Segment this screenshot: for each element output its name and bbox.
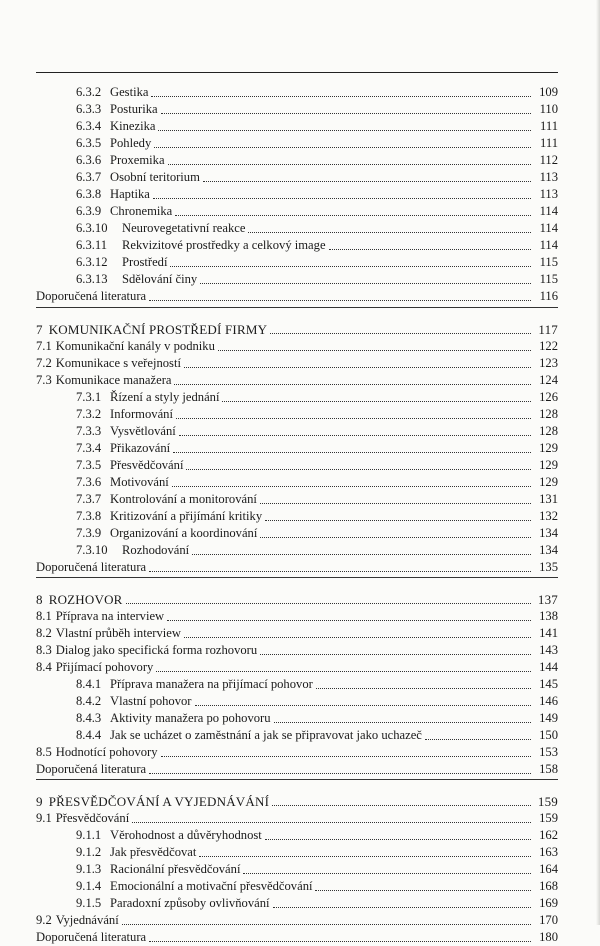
toc-entry-title: Příprava manažera na přijímací pohovor: [110, 677, 313, 691]
leader-dots: [200, 283, 531, 284]
toc-entry-title: Doporučená literatura: [36, 762, 147, 776]
toc-entry[interactable]: [36, 288, 558, 305]
toc-entry-title: Haptika: [110, 187, 150, 201]
toc-entry-number: 7: [36, 322, 43, 337]
toc-entry-title: Rekvizitové prostředky a celkový image: [122, 238, 326, 252]
toc-entry[interactable]: [36, 508, 558, 525]
toc-entry[interactable]: [36, 101, 558, 118]
toc-entry-number: 6.3.6: [76, 153, 102, 167]
toc-entry-number: 6.3.7: [76, 170, 102, 184]
leader-dots: [151, 96, 531, 97]
toc-entry-title: Vyjednávání: [55, 913, 119, 927]
toc-entry-page-number: 128: [539, 407, 558, 421]
section-divider: [36, 577, 558, 578]
toc-entry[interactable]: [36, 355, 558, 372]
toc-entry[interactable]: [36, 744, 558, 761]
toc-entry[interactable]: [36, 457, 558, 474]
toc-entry-title: Přesvědčování: [110, 458, 184, 472]
toc-entry-page-number: 180: [539, 930, 558, 944]
toc-entry-page-number: 114: [539, 221, 558, 235]
leader-dots: [243, 873, 531, 874]
toc-entry-page-number: 134: [539, 526, 558, 540]
toc-entry-number: 9.1.2: [76, 845, 102, 859]
toc-entry[interactable]: [36, 474, 558, 491]
toc-entry[interactable]: [36, 727, 558, 744]
leader-dots: [192, 554, 531, 555]
toc-entry[interactable]: [36, 693, 558, 710]
leader-dots: [273, 907, 531, 908]
toc-entry-title: Rozhodování: [122, 543, 190, 557]
toc-entry[interactable]: [36, 542, 558, 559]
toc-entry-number: 7.3.9: [76, 526, 102, 540]
toc-entry-number: 7.3.1: [76, 390, 102, 404]
toc-entry-number: 8.4: [36, 660, 52, 674]
toc-entry[interactable]: [36, 135, 558, 152]
toc-entry-number: 8.2: [36, 626, 52, 640]
toc-entry-title: Řízení a styly jednání: [110, 390, 220, 404]
toc-entry-number: 6.3.12: [76, 255, 108, 269]
toc-entry-page-number: 169: [539, 896, 558, 910]
toc-entry[interactable]: [36, 525, 558, 542]
leader-dots: [167, 620, 531, 621]
leader-dots: [174, 384, 531, 385]
toc-entry-title: Přikazování: [110, 441, 171, 455]
toc-entry-page-number: 146: [539, 694, 558, 708]
toc-entry-title: Gestika: [110, 85, 149, 99]
toc-entry[interactable]: [36, 220, 558, 237]
leader-dots: [153, 198, 531, 199]
toc-entry-page-number: 113: [539, 187, 558, 201]
toc-entry-title: Komunikace s veřejností: [55, 356, 181, 370]
toc-entry-number: 7.3.8: [76, 509, 102, 523]
toc-entry[interactable]: [36, 203, 558, 220]
toc-entry-page-number: 135: [539, 560, 558, 574]
leader-dots: [184, 367, 531, 368]
toc-entry-page-number: 158: [539, 762, 558, 776]
toc-entry-page-number: 126: [539, 390, 558, 404]
toc-entry[interactable]: [36, 186, 558, 203]
leader-dots: [161, 113, 531, 114]
toc-entry-number: 7.3.10: [76, 543, 108, 557]
leader-dots: [265, 839, 531, 840]
toc-entry-page-number: 129: [539, 458, 558, 472]
toc-entry-number: 8.1: [36, 609, 52, 623]
toc-entry-number: 6.3.5: [76, 136, 102, 150]
toc-entry-title: Emocionální a motivační přesvědčování: [110, 879, 313, 893]
leader-dots: [184, 637, 531, 638]
toc-entry-number: 6.3.2: [76, 85, 102, 99]
toc-entry-title: Vysvětlování: [110, 424, 176, 438]
toc-entry[interactable]: [36, 878, 558, 895]
toc-entry-title: Racionální přesvědčování: [110, 862, 241, 876]
toc-entry-number: 9.1.3: [76, 862, 102, 876]
toc-entry[interactable]: [36, 827, 558, 844]
toc-entry[interactable]: [36, 929, 558, 946]
toc-entry-title: ROZHOVOR: [48, 592, 123, 607]
toc-entry-number: 7.3: [36, 373, 52, 387]
toc-entry[interactable]: [36, 642, 558, 659]
toc-entry-title: Vlastní pohovor: [110, 694, 192, 708]
toc-entry-number: 6.3.8: [76, 187, 102, 201]
toc-entry-page-number: 141: [539, 626, 558, 640]
toc-entry-page-number: 149: [539, 711, 558, 725]
toc-entry-number: 9.1.4: [76, 879, 102, 893]
leader-dots: [270, 333, 531, 334]
leader-dots: [315, 890, 531, 891]
toc-entry-page-number: 123: [539, 356, 558, 370]
leader-dots: [154, 147, 531, 148]
toc-entry-title: Posturika: [110, 102, 158, 116]
page-edge: [596, 0, 600, 925]
section-divider: [36, 779, 558, 780]
leader-dots: [132, 822, 531, 823]
toc-entry-number: 6.3.4: [76, 119, 102, 133]
toc-entry-number: 9.2: [36, 913, 52, 927]
leader-dots: [179, 435, 531, 436]
toc-entry[interactable]: [36, 625, 558, 642]
leader-dots: [265, 520, 531, 521]
leader-dots: [222, 401, 531, 402]
toc-entry-title: PŘESVĚDČOVÁNÍ A VYJEDNÁVÁNÍ: [48, 794, 270, 809]
toc-entry-page-number: 115: [539, 272, 558, 286]
toc-entry-number: 6.3.3: [76, 102, 102, 116]
toc-entry-title: Jak přesvědčovat: [110, 845, 197, 859]
toc-entry-title: Kritizování a přijímání kritiky: [110, 509, 263, 523]
toc-entry-number: 6.3.10: [76, 221, 108, 235]
toc-entry-number: 9: [36, 794, 43, 809]
toc-entry-page-number: 109: [539, 85, 558, 99]
toc-entry-page-number: 113: [539, 170, 558, 184]
toc-entry-title: Příprava na interview: [55, 609, 165, 623]
toc-entry[interactable]: [36, 237, 558, 254]
leader-dots: [218, 350, 531, 351]
toc-entry[interactable]: [36, 389, 558, 406]
leader-dots: [425, 739, 531, 740]
toc-entry-number: 8: [36, 592, 43, 607]
toc-entry-page-number: 159: [539, 811, 558, 825]
toc-entry-title: Doporučená literatura: [36, 289, 147, 303]
toc-entry[interactable]: [36, 338, 558, 355]
toc-entry-number: 8.3: [36, 643, 52, 657]
toc-entry-title: Jak se ucházet o zaměstnání a jak se připravovat jako uchazeč: [110, 728, 422, 742]
toc-entry-title: Kinezika: [110, 119, 156, 133]
toc-entry-title: Hodnotící pohovory: [55, 745, 158, 759]
toc-entry[interactable]: [36, 491, 558, 508]
toc-entry-page-number: 162: [539, 828, 558, 842]
toc-entry-page-number: 159: [537, 794, 558, 809]
toc-entry-page-number: 143: [539, 643, 558, 657]
toc-entry-title: Motivování: [110, 475, 169, 489]
toc-entry-page-number: 124: [539, 373, 558, 387]
toc-entry[interactable]: [36, 810, 558, 827]
toc-entry[interactable]: [36, 169, 558, 186]
toc-entry[interactable]: [36, 321, 558, 338]
leader-dots: [248, 232, 531, 233]
toc-entry-number: 8.4.1: [76, 677, 102, 691]
toc-entry-title: Proxemika: [110, 153, 165, 167]
leader-dots: [195, 705, 531, 706]
toc-entry-title: Věrohodnost a důvěryhodnost: [110, 828, 262, 842]
toc-entry[interactable]: [36, 423, 558, 440]
leader-dots: [149, 571, 531, 572]
toc-entry-page-number: 153: [539, 745, 558, 759]
toc-entry[interactable]: [36, 912, 558, 929]
toc-entry-number: 7.2: [36, 356, 52, 370]
leader-dots: [175, 215, 531, 216]
toc-entry-number: 8.4.4: [76, 728, 102, 742]
toc-entry-page-number: 164: [539, 862, 558, 876]
toc-entry-title: Informování: [110, 407, 173, 421]
toc-entry-number: 6.3.9: [76, 204, 102, 218]
toc-entry-title: KOMUNIKAČNÍ PROSTŘEDÍ FIRMY: [48, 322, 268, 337]
toc-entry-title: Komunikační kanály v podniku: [55, 339, 215, 353]
toc-entry-page-number: 131: [539, 492, 558, 506]
toc-entry[interactable]: [36, 608, 558, 625]
toc-entry-number: 9.1.1: [76, 828, 102, 842]
leader-dots: [316, 688, 531, 689]
toc-entry-number: 7.3.6: [76, 475, 102, 489]
leader-dots: [186, 469, 531, 470]
toc-entry-page-number: 112: [539, 153, 558, 167]
toc-entry[interactable]: [36, 406, 558, 423]
toc-entry-number: 7.3.7: [76, 492, 102, 506]
leader-dots: [199, 856, 531, 857]
leader-dots: [149, 941, 531, 942]
toc-entry[interactable]: [36, 591, 558, 608]
toc-entry[interactable]: [36, 844, 558, 861]
leader-dots: [149, 300, 531, 301]
leader-dots: [170, 266, 531, 267]
toc-entry-page-number: 145: [539, 677, 558, 691]
leader-dots: [203, 181, 531, 182]
toc-entry-title: Prostředí: [122, 255, 168, 269]
toc-entry-title: Vlastní průběh interview: [55, 626, 181, 640]
toc-entry-number: 8.4.2: [76, 694, 102, 708]
toc-entry-number: 9.1: [36, 811, 52, 825]
toc-entry-page-number: 111: [540, 136, 558, 150]
toc-entry[interactable]: [36, 559, 558, 576]
leader-dots: [329, 249, 531, 250]
toc-entry-title: Pohledy: [110, 136, 152, 150]
leader-dots: [173, 452, 531, 453]
leader-dots: [168, 164, 531, 165]
leader-dots: [172, 486, 531, 487]
toc-entry-page-number: 137: [537, 592, 558, 607]
toc-entry-title: Kontrolování a monitorování: [110, 492, 257, 506]
toc-entry-title: Chronemika: [110, 204, 173, 218]
leader-dots: [272, 805, 531, 806]
leader-dots: [126, 603, 531, 604]
toc-entry-page-number: 163: [539, 845, 558, 859]
leader-dots: [161, 756, 531, 757]
toc-entry[interactable]: [36, 895, 558, 912]
leader-dots: [274, 722, 531, 723]
toc-entry-page-number: 170: [539, 913, 558, 927]
toc-entry-title: Osobní teritorium: [110, 170, 200, 184]
toc-entry-title: Organizování a koordinování: [110, 526, 258, 540]
toc-entry-title: Neurovegetativní reakce: [122, 221, 246, 235]
toc-entry-page-number: 114: [539, 204, 558, 218]
toc-entry-page-number: 134: [539, 543, 558, 557]
toc-entry[interactable]: [36, 372, 558, 389]
toc-entry-page-number: 150: [539, 728, 558, 742]
toc-entry[interactable]: [36, 710, 558, 727]
toc-entry-number: 8.4.3: [76, 711, 102, 725]
toc-entry-page-number: 115: [539, 255, 558, 269]
toc-entry[interactable]: [36, 761, 558, 778]
leader-dots: [158, 130, 531, 131]
toc-entry[interactable]: [36, 440, 558, 457]
section-divider: [36, 307, 558, 308]
toc-entry-page-number: 117: [538, 322, 558, 337]
toc-entry-title: Sdělování činy: [122, 272, 198, 286]
toc-entry-number: 7.3.4: [76, 441, 102, 455]
leader-dots: [149, 773, 531, 774]
toc-entry-page-number: 129: [539, 475, 558, 489]
toc-entry-page-number: 168: [539, 879, 558, 893]
leader-dots: [260, 654, 531, 655]
toc-entry-number: 9.1.5: [76, 896, 102, 910]
toc-entry-title: Dialog jako specifická forma rozhovoru: [55, 643, 258, 657]
toc-entry-number: 7.3.2: [76, 407, 102, 421]
toc-entry-page-number: 122: [539, 339, 558, 353]
toc-entry[interactable]: [36, 152, 558, 169]
header-rule: [36, 72, 558, 73]
toc-entry[interactable]: [36, 793, 558, 810]
toc-entry-page-number: 132: [539, 509, 558, 523]
toc-entry[interactable]: [36, 861, 558, 878]
toc-entry[interactable]: [36, 271, 558, 288]
leader-dots: [156, 671, 531, 672]
toc-entry-title: Doporučená literatura: [36, 930, 147, 944]
toc-entry-page-number: 138: [539, 609, 558, 623]
toc-entry-number: 8.5: [36, 745, 52, 759]
leader-dots: [176, 418, 531, 419]
leader-dots: [260, 537, 531, 538]
toc-entry-number: 7.3.5: [76, 458, 102, 472]
toc-entry-title: Paradoxní způsoby ovlivňování: [110, 896, 270, 910]
toc-entry-number: 6.3.13: [76, 272, 108, 286]
toc-entry-number: 7.3.3: [76, 424, 102, 438]
table-of-contents: [36, 84, 558, 946]
toc-entry-title: Komunikace manažera: [55, 373, 172, 387]
toc-entry-page-number: 116: [539, 289, 558, 303]
toc-entry[interactable]: [36, 659, 558, 676]
toc-entry-number: 7.1: [36, 339, 52, 353]
toc-entry-page-number: 114: [539, 238, 558, 252]
leader-dots: [260, 503, 531, 504]
toc-entry[interactable]: [36, 676, 558, 693]
toc-entry-page-number: 128: [539, 424, 558, 438]
toc-entry-title: Přijímací pohovory: [55, 660, 154, 674]
toc-entry-page-number: 144: [539, 660, 558, 674]
toc-entry[interactable]: [36, 254, 558, 271]
toc-entry[interactable]: [36, 84, 558, 101]
toc-entry-number: 6.3.11: [76, 238, 108, 252]
toc-entry-title: Přesvědčování: [55, 811, 130, 825]
toc-entry-page-number: 129: [539, 441, 558, 455]
toc-entry[interactable]: [36, 118, 558, 135]
toc-entry-title: Doporučená literatura: [36, 560, 147, 574]
toc-entry-page-number: 111: [540, 119, 558, 133]
toc-entry-page-number: 110: [539, 102, 558, 116]
toc-entry-title: Aktivity manažera po pohovoru: [110, 711, 271, 725]
